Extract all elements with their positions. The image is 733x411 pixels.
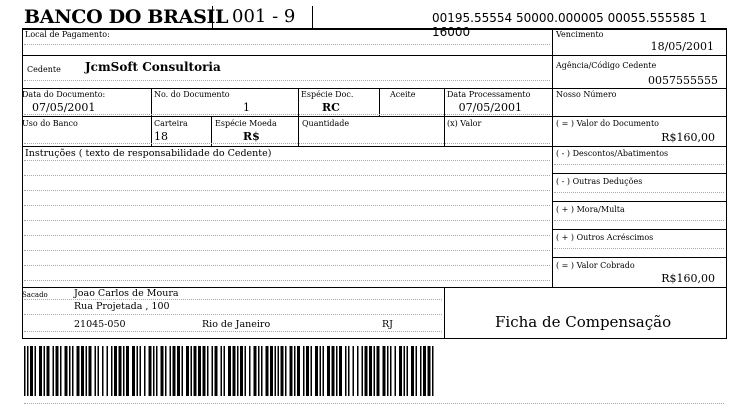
right-box-line	[552, 201, 727, 202]
instrucoes-label: Instruções ( texto de responsabilidade do Cedente)	[25, 148, 272, 159]
barcode-bar	[365, 346, 368, 396]
barcode-bar	[297, 346, 300, 396]
ficha-divider	[444, 287, 445, 339]
barcode-bar	[336, 346, 338, 396]
barcode-bar	[123, 346, 125, 396]
frame-right	[726, 28, 727, 288]
especie-doc-value: RC	[322, 101, 340, 114]
barcode-bar	[56, 346, 59, 396]
barcode-bar	[390, 346, 392, 396]
dotted-line	[24, 331, 442, 332]
sacado-label: Sacado	[22, 291, 48, 299]
cell-divider	[151, 116, 152, 146]
barcode-bar	[275, 346, 277, 396]
barcode-bar	[119, 346, 122, 396]
barcode-bar	[320, 346, 322, 396]
nosso-numero-label: Nosso Número	[556, 90, 617, 99]
bank-name: BANCO DO BRASIL	[24, 6, 229, 28]
linha-digitavel: 00195.55554 50000.000005 00055.555585 1 16000	[432, 11, 707, 39]
dotted-line	[24, 205, 550, 206]
agencia-label: Agência/Código Cedente	[556, 61, 657, 70]
valor-cobrado-value: R$160,00	[661, 272, 715, 285]
barcode-bar	[258, 346, 260, 396]
especie-moeda-label: Espécie Moeda	[215, 119, 277, 128]
dotted-line	[24, 299, 442, 300]
vencimento-value: 18/05/2001	[650, 40, 714, 53]
carteira-label: Carteira	[154, 119, 188, 128]
dotted-line	[24, 160, 550, 161]
barcode-bar	[315, 346, 318, 396]
right-box-line	[552, 173, 727, 174]
barcode-bar	[228, 346, 231, 396]
barcode-bar	[357, 346, 359, 396]
dotted-line	[554, 220, 724, 221]
barcode-bar	[60, 346, 62, 396]
valor-documento-label: ( = ) Valor do Documento	[556, 119, 659, 128]
barcode-bar	[423, 346, 426, 396]
frame-left	[22, 28, 23, 288]
barcode-bar	[65, 346, 68, 396]
barcode-bar	[245, 346, 247, 396]
outras-deducoes-label: ( - ) Outras Deduções	[556, 177, 643, 186]
barcode-bar	[332, 346, 335, 396]
barcode-bar	[198, 346, 201, 396]
dotted-line	[24, 314, 442, 315]
cell-divider	[151, 88, 152, 116]
barcode-bar	[53, 346, 55, 396]
barcode-bar	[428, 346, 431, 396]
uso-banco-label: Uso do Banco	[22, 119, 78, 128]
barcode-bar	[102, 346, 104, 396]
dotted-line	[24, 114, 550, 115]
dotted-line	[24, 80, 550, 81]
barcode-bar	[416, 346, 418, 396]
header-divider-1	[212, 6, 213, 28]
barcode-bar	[203, 346, 206, 396]
barcode	[24, 346, 436, 396]
barcode-bar	[132, 346, 135, 396]
dotted-line	[554, 164, 724, 165]
dotted-line	[554, 192, 724, 193]
barcode-bar	[261, 346, 263, 396]
dotted-line	[24, 175, 550, 176]
barcode-bar	[249, 346, 251, 396]
barcode-bar	[395, 346, 397, 396]
barcode-bar	[215, 346, 218, 396]
row-line-4	[22, 146, 727, 147]
barcode-bar	[224, 346, 226, 396]
barcode-bar	[339, 346, 342, 396]
barcode-bar	[170, 346, 172, 396]
barcode-bar	[237, 346, 239, 396]
barcode-bar	[39, 346, 42, 396]
row-line-1	[22, 55, 727, 56]
barcode-bar	[432, 346, 434, 396]
dotted-line	[24, 220, 550, 221]
barcode-bar	[186, 346, 189, 396]
barcode-bar	[72, 346, 74, 396]
valor-cobrado-label: ( = ) Valor Cobrado	[556, 261, 635, 270]
sacado-city: Rio de Janeiro	[202, 319, 271, 330]
barcode-bar	[77, 346, 80, 396]
barcode-bar	[111, 346, 113, 396]
barcode-bar	[266, 346, 269, 396]
right-column-divider	[552, 28, 553, 288]
x-valor-label: (x) Valor	[447, 119, 482, 128]
row-line-3	[22, 116, 727, 117]
barcode-bar	[27, 346, 29, 396]
frame-top	[22, 28, 727, 30]
barcode-bar	[194, 346, 197, 396]
barcode-bar	[374, 346, 376, 396]
cell-divider	[298, 88, 299, 116]
sacado-name: Joao Carlos de Moura	[74, 288, 179, 299]
cell-divider	[211, 116, 212, 146]
data-documento-value: 07/05/2001	[32, 101, 96, 114]
barcode-bar	[362, 346, 364, 396]
especie-doc-label: Espécie Doc.	[301, 90, 354, 99]
barcode-bar	[270, 346, 273, 396]
barcode-bar	[377, 346, 380, 396]
barcode-bar	[44, 346, 46, 396]
barcode-bar	[86, 346, 88, 396]
data-processamento-value: 07/05/2001	[458, 101, 522, 114]
barcode-bar	[411, 346, 414, 396]
barcode-bar	[327, 346, 330, 396]
barcode-bar	[207, 346, 209, 396]
barcode-bar	[89, 346, 92, 396]
barcode-bar	[348, 346, 350, 396]
dotted-line	[24, 280, 550, 281]
barcode-bar	[30, 346, 33, 396]
barcode-bar	[24, 346, 26, 396]
barcode-bar	[399, 346, 402, 396]
numero-documento-label: No. do Documento	[154, 90, 230, 99]
barcode-bar	[240, 346, 243, 396]
barcode-bar	[323, 346, 325, 396]
barcode-bar	[165, 346, 167, 396]
barcode-bar	[294, 346, 296, 396]
especie-moeda-value: R$	[243, 130, 260, 143]
sacado-right	[726, 287, 727, 339]
ficha-title: Ficha de Compensação	[495, 313, 672, 331]
valor-documento-value: R$160,00	[661, 131, 715, 144]
barcode-bar	[212, 346, 214, 396]
dotted-line	[24, 403, 724, 404]
barcode-bar	[156, 346, 158, 396]
descontos-label: ( - ) Descontos/Abatimentos	[556, 149, 669, 158]
barcode-bar	[383, 346, 386, 396]
numero-documento-value: 1	[243, 101, 250, 114]
barcode-bar	[137, 346, 139, 396]
barcode-bar	[35, 346, 37, 396]
barcode-bar	[420, 346, 422, 396]
sacado-address: Rua Projetada , 100	[74, 301, 170, 312]
barcode-bar	[254, 346, 257, 396]
barcode-bar	[303, 346, 305, 396]
outros-acrescimos-label: ( + ) Outros Acréscimos	[556, 233, 654, 242]
barcode-bar	[387, 346, 389, 396]
barcode-bar	[290, 346, 293, 396]
barcode-bar	[353, 346, 355, 396]
barcode-bar	[191, 346, 193, 396]
cedente-label: Cedente	[27, 65, 61, 74]
barcode-bar	[95, 346, 97, 396]
sacado-cep: 21045-050	[74, 319, 126, 330]
barcode-bar	[221, 346, 223, 396]
vencimento-label: Vencimento	[556, 30, 604, 39]
dotted-line	[554, 248, 724, 249]
agencia-value: 0057555555	[648, 74, 718, 87]
sacado-state: RJ	[382, 319, 393, 330]
barcode-bar	[182, 346, 184, 396]
barcode-bar	[107, 346, 109, 396]
barcode-bar	[149, 346, 152, 396]
barcode-bar	[47, 346, 50, 396]
dotted-line	[24, 143, 550, 144]
barcode-bar	[281, 346, 284, 396]
barcode-bar	[114, 346, 117, 396]
barcode-bar	[407, 346, 409, 396]
barcode-bar	[98, 346, 100, 396]
data-documento-label: Data do Documento:	[22, 90, 106, 99]
barcode-bar	[144, 346, 146, 396]
dotted-line	[24, 250, 550, 251]
right-box-line	[552, 257, 727, 258]
barcode-bar	[285, 346, 287, 396]
right-box-line	[552, 229, 727, 230]
dotted-line	[24, 265, 550, 266]
barcode-bar	[153, 346, 155, 396]
local-pagamento-label: Local de Pagamento:	[25, 30, 110, 39]
cell-divider	[444, 116, 445, 146]
barcode-bar	[369, 346, 372, 396]
dotted-line	[24, 235, 550, 236]
row-line-2	[22, 88, 727, 89]
quantidade-label: Quantidade	[302, 119, 350, 128]
dotted-line	[24, 44, 550, 45]
barcode-bar	[311, 346, 313, 396]
barcode-bar	[404, 346, 406, 396]
barcode-bar	[173, 346, 176, 396]
barcode-bar	[81, 346, 84, 396]
barcode-bar	[306, 346, 309, 396]
barcode-bar	[177, 346, 180, 396]
cedente-value: JcmSoft Consultoria	[85, 60, 221, 74]
barcode-bar	[69, 346, 71, 396]
barcode-bar	[126, 346, 129, 396]
header-divider-2	[312, 6, 313, 28]
dotted-line	[24, 190, 550, 191]
carteira-value: 18	[154, 130, 168, 143]
barcode-bar	[345, 346, 347, 396]
barcode-bar	[161, 346, 164, 396]
bank-code: 001 - 9	[232, 6, 296, 27]
mora-multa-label: ( + ) Mora/Multa	[556, 205, 625, 214]
barcode-bar	[140, 346, 142, 396]
barcode-bar	[278, 346, 280, 396]
barcode-bar	[233, 346, 236, 396]
aceite-label: Aceite	[390, 90, 416, 99]
cell-divider	[379, 88, 380, 116]
cell-divider	[444, 88, 445, 116]
sacado-bottom-line	[22, 338, 727, 339]
data-processamento-label: Data Processamento	[447, 90, 531, 99]
cell-divider	[298, 116, 299, 146]
